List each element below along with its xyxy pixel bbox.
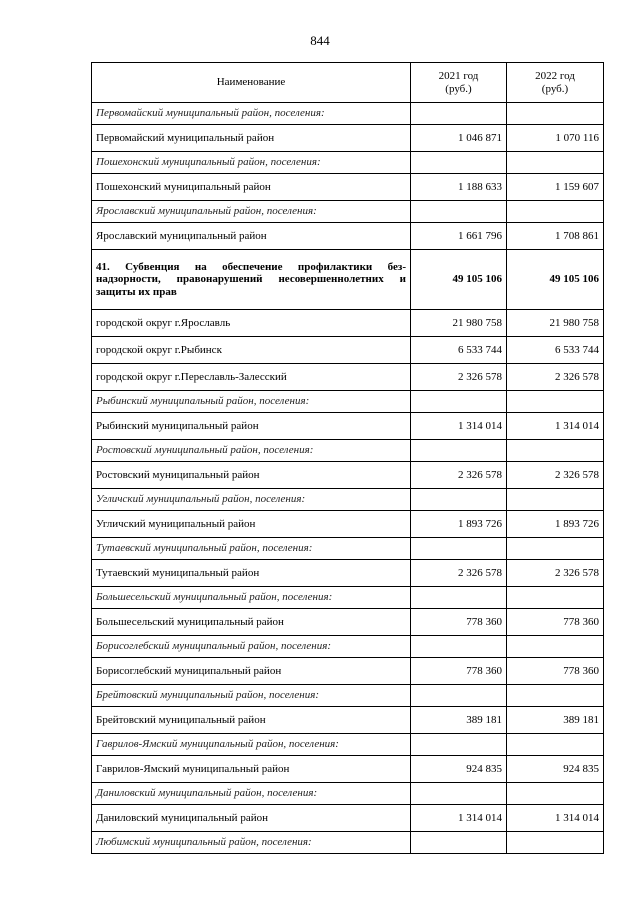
value-2021-cell xyxy=(411,538,507,560)
name-cell: Большесельский муниципальный район, поселения: xyxy=(92,587,411,609)
page-number: 844 xyxy=(310,33,330,48)
subheader-row xyxy=(92,832,604,854)
table-row xyxy=(92,609,604,636)
name-cell: Ростовский муниципальный район xyxy=(92,462,411,489)
value-2022-cell xyxy=(507,201,604,223)
table-row xyxy=(92,756,604,783)
name-cell: городской округ г.Переславль-Залесский xyxy=(92,364,411,391)
value-2022-cell xyxy=(507,832,604,854)
value-2022-cell: 2 326 578 xyxy=(507,364,604,391)
value-2022-cell: 389 181 xyxy=(507,707,604,734)
name-cell: Тутаевский муниципальный район, поселения: xyxy=(92,538,411,560)
name-cell: Первомайский муниципальный район xyxy=(92,125,411,152)
value-2022-cell xyxy=(507,734,604,756)
value-2021-cell: 1 893 726 xyxy=(411,511,507,538)
value-2021-cell: 778 360 xyxy=(411,658,507,685)
name-cell: Любимский муниципальный район, поселения: xyxy=(92,832,411,854)
value-2021-cell: 1 046 871 xyxy=(411,125,507,152)
name-cell: Большесельский муниципальный район xyxy=(92,609,411,636)
subheader-row xyxy=(92,734,604,756)
table-row xyxy=(92,462,604,489)
value-2022-cell: 21 980 758 xyxy=(507,310,604,337)
subheader-row xyxy=(92,489,604,511)
value-2022-cell xyxy=(507,587,604,609)
value-2022-cell: 778 360 xyxy=(507,658,604,685)
value-2022-cell: 2 326 578 xyxy=(507,560,604,587)
value-2022-cell xyxy=(507,103,604,125)
value-2022-cell: 49 105 106 xyxy=(507,250,604,310)
value-2021-cell xyxy=(411,391,507,413)
table-row xyxy=(92,658,604,685)
value-2022-cell xyxy=(507,152,604,174)
name-cell: Ярославский муниципальный район xyxy=(92,223,411,250)
name-cell: Брейтовский муниципальный район, поселения: xyxy=(92,685,411,707)
value-2021-cell xyxy=(411,587,507,609)
value-2021-cell: 1 661 796 xyxy=(411,223,507,250)
value-2021-cell: 2 326 578 xyxy=(411,462,507,489)
table-row xyxy=(92,125,604,152)
table-row xyxy=(92,413,604,440)
subheader-row xyxy=(92,636,604,658)
subheader-row xyxy=(92,783,604,805)
value-2022-cell xyxy=(507,636,604,658)
table-row xyxy=(92,174,604,201)
subheader-row xyxy=(92,587,604,609)
subheader-row xyxy=(92,391,604,413)
name-cell: Пошехонский муниципальный район, поселения: xyxy=(92,152,411,174)
value-2022-cell: 6 533 744 xyxy=(507,337,604,364)
value-2021-cell: 49 105 106 xyxy=(411,250,507,310)
subheader-row xyxy=(92,685,604,707)
table-row xyxy=(92,707,604,734)
value-2021-cell xyxy=(411,685,507,707)
subheader-row xyxy=(92,201,604,223)
name-cell: Брейтовский муниципальный район xyxy=(92,707,411,734)
value-2022-cell: 1 159 607 xyxy=(507,174,604,201)
name-cell: городской округ г.Рыбинск xyxy=(92,337,411,364)
value-2022-cell: 1 708 861 xyxy=(507,223,604,250)
value-2021-cell: 778 360 xyxy=(411,609,507,636)
subheader-row xyxy=(92,538,604,560)
table-row xyxy=(92,560,604,587)
budget-table xyxy=(91,62,604,854)
name-cell: городской округ г.Ярославль xyxy=(92,310,411,337)
value-2021-cell xyxy=(411,440,507,462)
value-2022-cell xyxy=(507,538,604,560)
value-2022-cell: 1 314 014 xyxy=(507,413,604,440)
value-2021-cell xyxy=(411,152,507,174)
section-row xyxy=(92,250,604,310)
value-2021-cell: 21 980 758 xyxy=(411,310,507,337)
name-cell: Тутаевский муниципальный район xyxy=(92,560,411,587)
name-cell: Даниловский муниципальный район xyxy=(92,805,411,832)
name-cell: Угличский муниципальный район, поселения: xyxy=(92,489,411,511)
value-2022-cell xyxy=(507,391,604,413)
table-row xyxy=(92,223,604,250)
value-2021-cell: 389 181 xyxy=(411,707,507,734)
value-2021-cell xyxy=(411,103,507,125)
subheader-row xyxy=(92,152,604,174)
value-2022-cell: 924 835 xyxy=(507,756,604,783)
value-2022-cell xyxy=(507,489,604,511)
header-name: Наименование xyxy=(92,63,411,103)
table-row xyxy=(92,310,604,337)
name-cell: Пошехонский муниципальный район xyxy=(92,174,411,201)
name-cell: 41. Субвенция на обеспечение профилактики без-надзорности, правонарушений несовершеннолетних и защиты их прав xyxy=(92,250,411,310)
table-row xyxy=(92,337,604,364)
name-cell: Первомайский муниципальный район, поселения: xyxy=(92,103,411,125)
value-2022-cell: 1 070 116 xyxy=(507,125,604,152)
name-cell: Гаврилов-Ямский муниципальный район, поселения: xyxy=(92,734,411,756)
value-2021-cell xyxy=(411,832,507,854)
name-cell: Борисоглебский муниципальный район xyxy=(92,658,411,685)
value-2022-cell xyxy=(507,440,604,462)
value-2021-cell: 2 326 578 xyxy=(411,560,507,587)
value-2021-cell: 6 533 744 xyxy=(411,337,507,364)
subheader-row xyxy=(92,440,604,462)
value-2021-cell: 2 326 578 xyxy=(411,364,507,391)
value-2021-cell xyxy=(411,201,507,223)
name-cell: Угличский муниципальный район xyxy=(92,511,411,538)
value-2021-cell xyxy=(411,489,507,511)
value-2021-cell xyxy=(411,636,507,658)
value-2022-cell: 2 326 578 xyxy=(507,462,604,489)
value-2022-cell: 1 893 726 xyxy=(507,511,604,538)
table-row xyxy=(92,511,604,538)
name-cell: Ростовский муниципальный район, поселения: xyxy=(92,440,411,462)
table-body xyxy=(92,103,604,854)
value-2022-cell xyxy=(507,685,604,707)
name-cell: Борисоглебский муниципальный район, поселения: xyxy=(92,636,411,658)
value-2022-cell: 778 360 xyxy=(507,609,604,636)
table-row xyxy=(92,364,604,391)
header-year-2022: 2022 год (руб.) xyxy=(507,63,604,103)
table-header-row xyxy=(92,63,604,103)
value-2021-cell: 1 314 014 xyxy=(411,413,507,440)
value-2022-cell xyxy=(507,783,604,805)
header-year-2021: 2021 год (руб.) xyxy=(411,63,507,103)
value-2021-cell xyxy=(411,783,507,805)
name-cell: Гаврилов-Ямский муниципальный район xyxy=(92,756,411,783)
value-2022-cell: 1 314 014 xyxy=(507,805,604,832)
table-row xyxy=(92,805,604,832)
name-cell: Даниловский муниципальный район, поселения: xyxy=(92,783,411,805)
value-2021-cell: 1 188 633 xyxy=(411,174,507,201)
value-2021-cell: 924 835 xyxy=(411,756,507,783)
value-2021-cell: 1 314 014 xyxy=(411,805,507,832)
name-cell: Ярославский муниципальный район, поселения: xyxy=(92,201,411,223)
subheader-row xyxy=(92,103,604,125)
name-cell: Рыбинский муниципальный район, поселения: xyxy=(92,391,411,413)
name-cell: Рыбинский муниципальный район xyxy=(92,413,411,440)
value-2021-cell xyxy=(411,734,507,756)
